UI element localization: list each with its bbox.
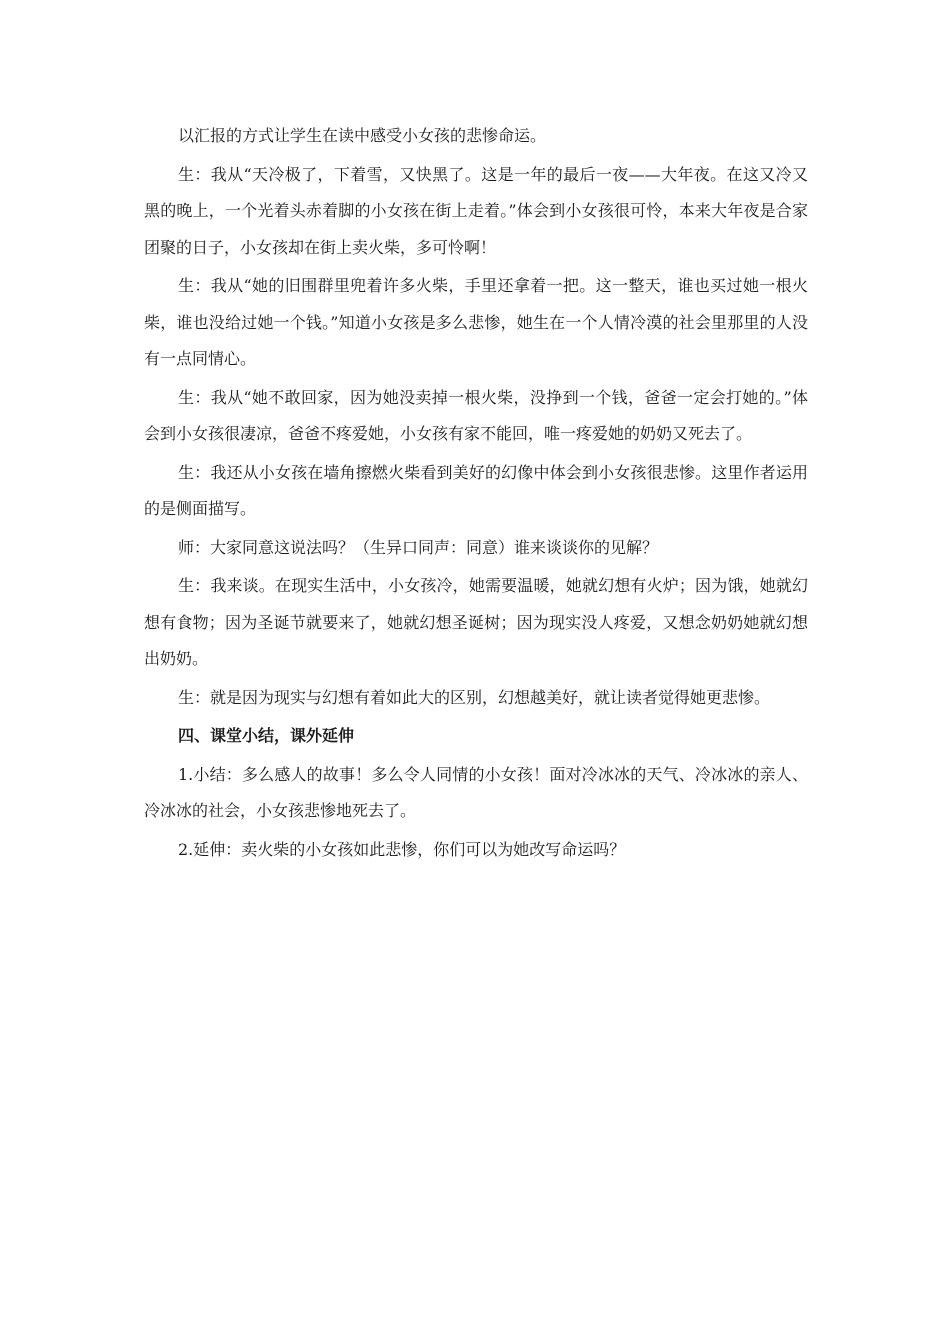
extension-paragraph: 2.延伸：卖火柴的小女孩如此悲惨，你们可以为她改写命运吗？ [178, 839, 626, 859]
section-heading: 四、课堂小结，课外延伸 [178, 726, 355, 745]
student-answer-5: 生：我来谈。在现实生活中，小女孩冷，她需要温暖，她就幻想有火炉；因为饿，她就幻想有食物；因为圣诞节就要来了，她就幻想圣诞树；因为现实没人疼爱，又想念奶奶她就幻想出奶奶。 [144, 576, 808, 668]
student-answer-2: 生：我从“她的旧围群里兜着许多火柴，手里还拿着一把。这一整天，谁也买过她一根火柴，谁也没给过她一个钱。”知道小女孩是多么悲惨，她生在一个人情冷漠的社会里那里的人没有一点同情心。 [144, 276, 808, 368]
student-answer-3: 生：我从“她不敢回家，因为她没卖掉一根火柴，没挣到一个钱，爸爸一定会打她的。”体会到小女孩很凄凉，爸爸不疼爱她，小女孩有家不能回，唯一疼爱她的奶奶又死去了。 [144, 387, 808, 443]
intro-paragraph: 以汇报的方式让学生在读中感受小女孩的悲惨命运。 [178, 126, 547, 145]
summary-paragraph: 1.小结：多么感人的故事！多么令人同情的小女孩！面对冷冰冰的天气、冷冰冰的亲人、冷冰冰的社会，小女孩悲惨地死去了。 [144, 764, 808, 820]
document-page [144, 118, 808, 870]
student-answer-4: 生：我还从小女孩在墙角擦燃火柴看到美好的幻像中体会到小女孩很悲惨。这里作者运用的是侧面描写。 [144, 462, 808, 518]
student-answer-6: 生：就是因为现实与幻想有着如此大的区别，幻想越美好，就让读者觉得她更悲惨。 [178, 687, 771, 707]
student-answer-1: 生：我从“天冷极了，下着雪，又快黑了。这是一年的最后一夜——大年夜。在这又冷又黑的晚上，一个光着头赤着脚的小女孩在街上走着。”体会到小女孩很可怜，本来大年夜是合家团聚的日子，小女孩却在街上卖火柴，多可怜啊！ [144, 164, 808, 257]
teacher-question: 师：大家同意这说法吗？（生异口同声：同意）谁来谈谈你的见解？ [178, 537, 659, 557]
